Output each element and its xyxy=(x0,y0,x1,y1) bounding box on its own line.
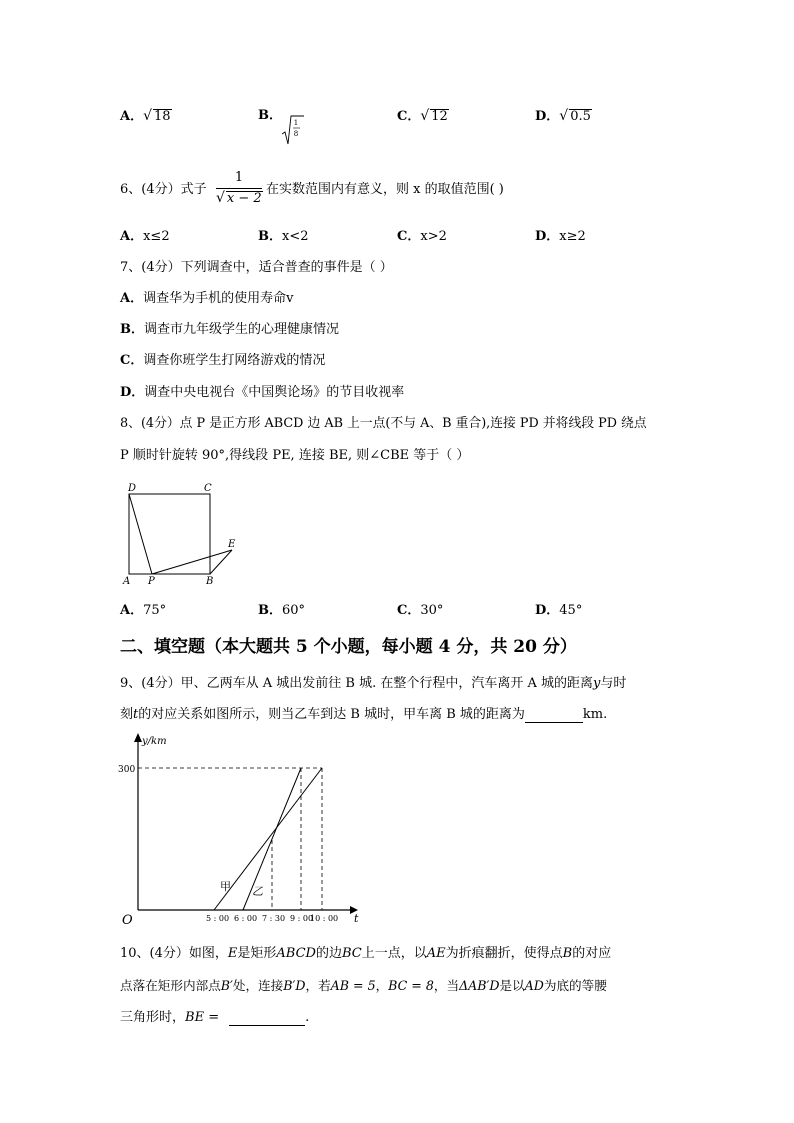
q9-text-d: 的对应关系如图所示，则当乙车到达 B 城时，甲车离 B 城的距离为 xyxy=(138,707,525,722)
origin-label: O xyxy=(122,913,133,928)
option-letter: D． xyxy=(535,109,560,124)
q10-text: 处，连接 xyxy=(232,978,284,993)
q9-text-b: 与时 xyxy=(600,676,627,691)
answer-blank[interactable] xyxy=(229,1011,305,1026)
option-letter: D． xyxy=(535,603,560,618)
q6-prefix: 6、(4分）式子 xyxy=(120,182,207,197)
var-y: y xyxy=(593,676,601,691)
q6-option-c xyxy=(397,229,447,245)
q10-text: ，当 xyxy=(433,978,460,993)
y-axis-arrow xyxy=(134,733,142,742)
answer-blank[interactable] xyxy=(525,708,583,723)
fraction-denominator xyxy=(216,190,263,206)
label-e: E xyxy=(228,539,236,550)
x-axis-label: t xyxy=(354,912,359,925)
label-a: A xyxy=(123,576,131,587)
q5-option-c xyxy=(397,108,449,125)
q5-option-b-radical xyxy=(281,114,305,150)
q10-text: 三角形时， xyxy=(120,1010,186,1025)
label-yi: 乙 xyxy=(252,885,263,898)
radical-sign: √ xyxy=(420,108,430,124)
option-text: 调查市九年级学生的心理健康情况 xyxy=(144,322,340,337)
q8-option-a xyxy=(120,603,166,619)
q10-text: 的边 xyxy=(315,946,342,961)
radical-sign: √ xyxy=(559,108,569,124)
option-letter: C． xyxy=(397,603,421,618)
option-text: x>2 xyxy=(420,229,447,244)
option-letter: C． xyxy=(397,109,421,124)
q10-text: 是矩形 xyxy=(237,946,277,961)
radicand: 18 xyxy=(154,109,171,124)
radicand: 12 xyxy=(431,109,448,124)
q9-unit: km. xyxy=(582,707,608,722)
x-tick-900: 9 : 00 xyxy=(290,914,314,923)
option-letter: A． xyxy=(120,229,144,244)
x-tick-730: 7 : 30 xyxy=(262,914,286,923)
fraction-numerator: 1 xyxy=(234,170,244,185)
option-text: x≤2 xyxy=(143,229,170,244)
label-b: B xyxy=(206,576,214,587)
q10-text: 10、(4分）如图， xyxy=(120,946,228,961)
label-d: D xyxy=(128,483,137,494)
section-title: 二、填空题（本大题共 5 个小题，每小题 4 分，共 20 分） xyxy=(120,637,577,657)
label-c: C xyxy=(204,483,212,494)
fraction-den: 8 xyxy=(293,130,299,138)
q10-text: ， xyxy=(375,978,389,993)
segment-pe xyxy=(152,550,232,574)
q6-fraction xyxy=(214,170,264,210)
math-triangle: ΔAB′D xyxy=(459,978,500,993)
q9-graph xyxy=(112,730,372,930)
math-b: B xyxy=(562,946,573,961)
q8-square-figure xyxy=(118,478,248,588)
option-letter: A． xyxy=(120,109,144,124)
q7-stem: 7、(4分）下列调查中，适合普查的事件是（ ） xyxy=(120,260,393,275)
math-bc-8: BC = 8 xyxy=(388,978,434,993)
x-tick-500: 5 : 00 xyxy=(206,914,230,923)
fraction-bar xyxy=(216,188,262,189)
option-text: 30° xyxy=(420,603,444,618)
q10-stem-line1 xyxy=(120,946,611,962)
q10-text: 为折痕翻折，使得点 xyxy=(445,946,563,961)
option-letter: C． xyxy=(397,229,421,244)
square-abcd xyxy=(129,494,210,574)
option-letter: D． xyxy=(120,385,145,400)
radical-fraction xyxy=(281,114,305,146)
radicand: x − 2 xyxy=(226,191,262,206)
q8-stem-line1: 8、(4分）点 P 是正方形 ABCD 边 AB 上一点(不与 A、B 重合),连接 PD 并将线段 PD 绕点 xyxy=(120,416,647,431)
q10-stem-line3 xyxy=(120,1010,309,1026)
option-letter: B． xyxy=(258,229,282,244)
label-p: P xyxy=(148,576,155,587)
q7-option-c xyxy=(120,353,325,369)
math-bprime: B′ xyxy=(220,978,233,993)
x-tick-600: 6 : 00 xyxy=(234,914,258,923)
q10-text: 点落在矩形内部点 xyxy=(120,978,221,993)
q9-text-a: 9、(4分）甲、乙两车从 A 城出发前往 B 城. 在整个行程中，汽车离开 A 城的距离 xyxy=(120,676,594,691)
q9-stem-line2 xyxy=(120,707,607,723)
math-ae: AE xyxy=(426,946,446,961)
math-bc: BC xyxy=(341,946,362,961)
segment-pd xyxy=(129,494,152,574)
option-text: 45° xyxy=(559,603,583,618)
radical-sign: √ xyxy=(216,190,225,206)
q10-end: . xyxy=(305,1010,310,1025)
q7-option-a xyxy=(120,291,293,307)
option-letter: C． xyxy=(120,353,144,368)
option-letter: D． xyxy=(535,229,560,244)
q5-option-b xyxy=(258,108,282,124)
math-abcd: ABCD xyxy=(276,946,316,961)
q9-stem-line1 xyxy=(120,676,626,692)
q5-option-a xyxy=(120,108,172,125)
q8-option-d xyxy=(535,603,582,619)
q8-option-c xyxy=(397,603,443,619)
option-text: x<2 xyxy=(282,229,309,244)
q7-option-b xyxy=(120,322,339,338)
x-tick-1000: 10 : 00 xyxy=(310,914,339,923)
y-axis-label: y/km xyxy=(142,736,167,747)
q10-stem-line2 xyxy=(120,978,607,994)
option-text: 75° xyxy=(143,603,167,618)
q5-option-d xyxy=(535,108,592,125)
option-letter: B． xyxy=(120,322,144,337)
option-text: 调查你班学生打网络游戏的情况 xyxy=(143,353,326,368)
q6-option-d xyxy=(535,229,586,245)
math-ab-5: AB = 5 xyxy=(330,978,376,993)
math-bprime-d: B′D xyxy=(283,978,306,993)
option-letter: B． xyxy=(258,108,282,123)
q6-option-b xyxy=(258,229,309,245)
radicand: 0.5 xyxy=(570,109,591,124)
q10-text: 上一点，以 xyxy=(361,946,427,961)
option-text: 调查中央电视台《中国舆论场》的节目收视率 xyxy=(144,385,405,400)
q10-text: ，若 xyxy=(305,978,331,993)
option-text: 调查华为手机的使用寿命v xyxy=(143,291,294,306)
math-be: BE = xyxy=(185,1010,220,1025)
label-jia: 甲 xyxy=(220,880,231,893)
option-text: x≥2 xyxy=(559,229,586,244)
fraction-num: 1 xyxy=(293,119,299,127)
q9-text-c: 刻 xyxy=(120,707,134,722)
option-letter: A． xyxy=(120,603,144,618)
q7-option-d xyxy=(120,385,404,401)
q8-stem-line2: P 顺时针旋转 90°,得线段 PE, 连接 BE, 则∠CBE 等于（ ） xyxy=(120,448,470,463)
option-letter: A． xyxy=(120,291,144,306)
q6-option-a xyxy=(120,229,170,245)
q6-suffix: 在实数范围内有意义，则 x 的取值范围( ) xyxy=(266,182,504,197)
q8-option-b xyxy=(258,603,305,619)
math-ad: AD xyxy=(524,978,544,993)
q10-text: 为底的等腰 xyxy=(543,978,607,993)
option-letter: B． xyxy=(258,603,282,618)
option-text: 60° xyxy=(282,603,306,618)
q10-text: 是以 xyxy=(499,978,525,993)
q10-text: 的对应 xyxy=(572,946,612,961)
y-tick-300: 300 xyxy=(118,765,136,775)
math-e: E xyxy=(227,946,238,961)
var-t: t xyxy=(133,707,139,722)
radical-sign: √ xyxy=(143,108,153,124)
